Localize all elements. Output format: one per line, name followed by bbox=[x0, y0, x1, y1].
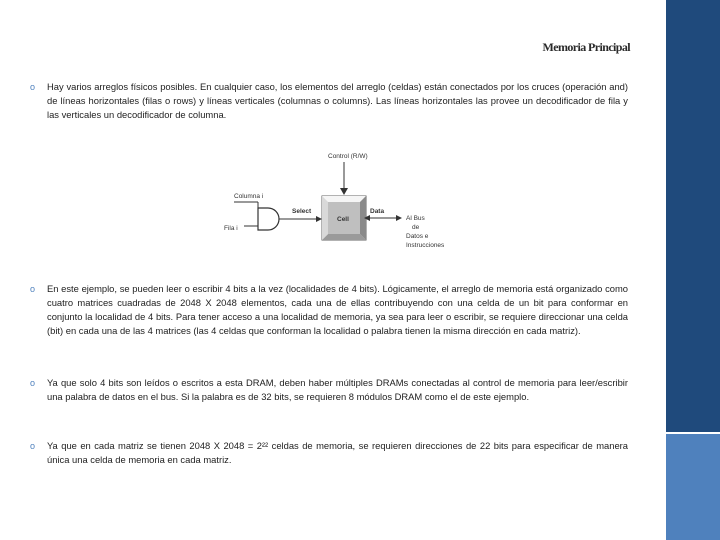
bus-label-line: Datos e bbox=[406, 233, 429, 240]
slide-title: Memoria Principal bbox=[542, 40, 630, 54]
bullet-marker: o bbox=[30, 82, 36, 92]
sidebar-band-light bbox=[666, 434, 720, 540]
bullet-text: Ya que solo 4 bits son leídos o escritos a esta DRAM, deben haber múltiples DRAMs conectadas al control de memoria para leer/escribir una palabra de datos en el bus. Si la palabra es de 32 bits, se requieren 8 módulos DRAM como el de este ejemplo. bbox=[47, 377, 628, 402]
data-label: Data bbox=[370, 208, 385, 215]
control-arrow bbox=[340, 188, 348, 195]
bullet-item bbox=[30, 282, 628, 338]
bullet-marker: o bbox=[30, 284, 36, 294]
row-label: Fila i bbox=[224, 225, 238, 232]
bus-label-line: de bbox=[412, 224, 420, 231]
bullet-text: Hay varios arreglos físicos posibles. En cualquier caso, los elementos del arreglo (celdas) están conectados por los cruces (operación and) de líneas horizontales (filas o rows) y líneas verticales (columnas o columns). Las líneas horizontales las provee un decodificador de fila y las verticales un decodificador de columna. bbox=[47, 81, 628, 120]
column-label: Columna i bbox=[234, 193, 264, 200]
memory-cell-diagram bbox=[222, 146, 462, 254]
bullet-text: Ya que en cada matriz se tienen 2048 X 2048 = 2²² celdas de memoria, se requieren direcciones de 22 bits para especificar de manera única una celda de memoria en cada matriz. bbox=[47, 440, 628, 465]
bullet-marker: o bbox=[30, 378, 36, 388]
bullet-item bbox=[30, 376, 628, 404]
cell-label: Cell bbox=[337, 216, 349, 223]
bullet-item bbox=[30, 439, 628, 467]
bullet-item bbox=[30, 80, 628, 122]
and-gate-icon bbox=[258, 208, 279, 230]
sidebar-band-dark bbox=[666, 0, 720, 432]
bullet-text: En este ejemplo, se pueden leer o escribir 4 bits a la vez (localidades de 4 bits). Lógicamente, el arreglo de memoria está organizado como cuatro matrices cuadradas de 2048 X 2048 elementos, cada una de ellas contribuyendo con una celda de un bit para conformar en conjunto la localidad de 4 bits. Para tener acceso a una localidad de memoria, ya sea para leer o escribir, se requiere direccionar una celda (bit) en cada una de las 4 matrices (las 4 celdas que conforman la localidad o palabra tienen la misma dirección en cada matriz). bbox=[47, 283, 628, 336]
bullet-marker: o bbox=[30, 441, 36, 451]
select-label: Select bbox=[292, 208, 312, 215]
bus-label-line: Instrucciones bbox=[406, 242, 445, 249]
bus-label-line: Al Bus bbox=[406, 215, 425, 222]
control-label: Control (R/W) bbox=[328, 153, 368, 160]
